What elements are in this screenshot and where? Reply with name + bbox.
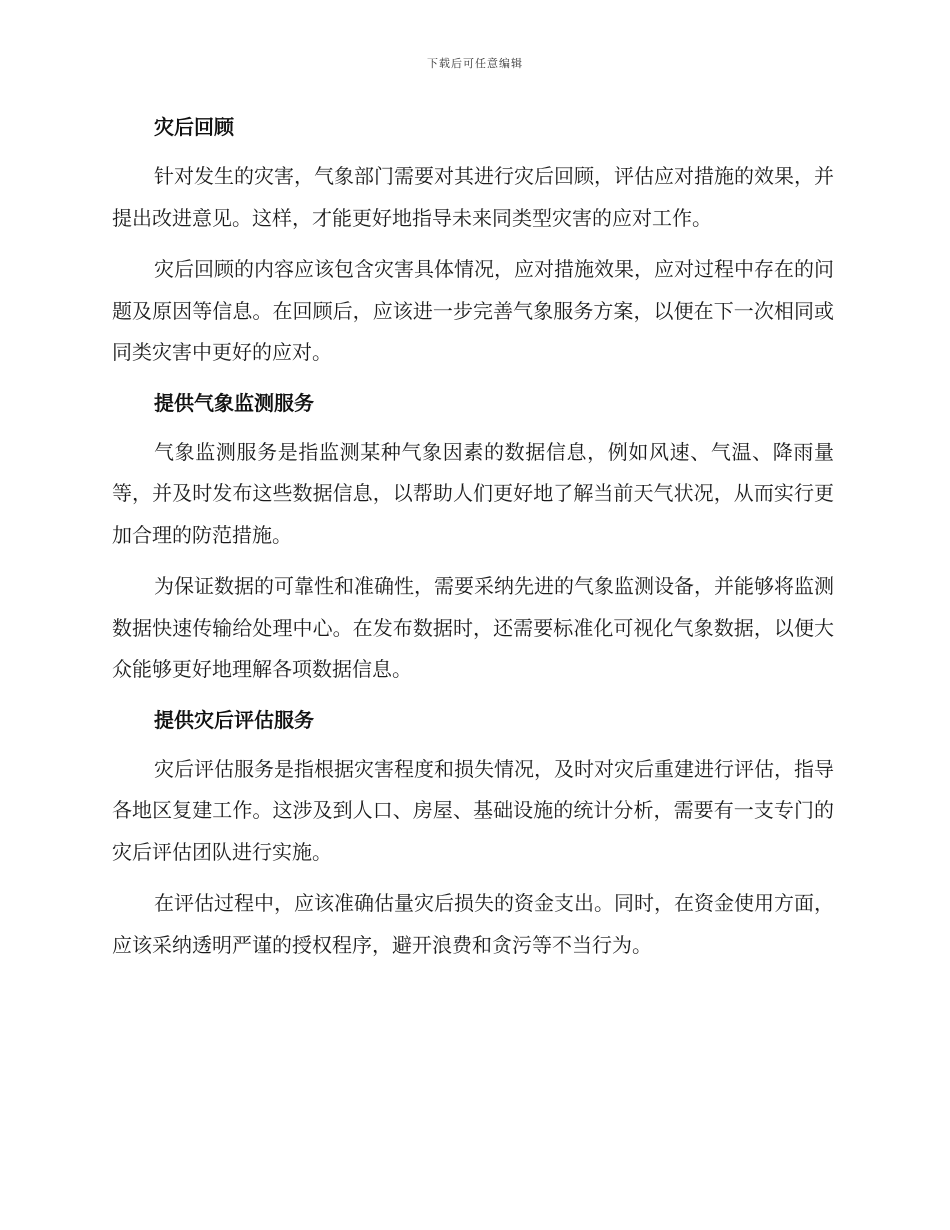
paragraph: 为保证数据的可靠性和准确性，需要采纳先进的气象监测设备，并能够将监测数据快速传输给处理中心。在发布数据时，还需要标准化可视化气象数据，以便大众能够更好地理解各项数据信息。: [112, 574, 834, 681]
section-weather-monitoring: [112, 384, 834, 691]
paragraph: 灾后回顾的内容应该包含灾害具体情况，应对措施效果，应对过程中存在的问题及原因等信息。在回顾后，应该进一步完善气象服务方案，以便在下一次相同或同类灾害中更好的应对。: [112, 257, 834, 364]
document-body: [112, 108, 834, 976]
section-heading: 灾后回顾: [154, 115, 234, 139]
paragraph: 在评估过程中，应该准确估量灾后损失的资金支出。同时，在资金使用方面，应该采纳透明严谨的授权程序，避开浪费和贪污等不当行为。: [112, 891, 834, 957]
section-post-disaster-review: [112, 108, 834, 374]
section-post-disaster-assessment: [112, 701, 834, 967]
paragraph: 气象监测服务是指监测某种气象因素的数据信息，例如风速、气温、降雨量等，并及时发布这些数据信息，以帮助人们更好地了解当前天气状况，从而实行更加合理的防范措施。: [112, 439, 834, 547]
header-note: 下载后可任意编辑: [427, 57, 523, 70]
paragraph: 针对发生的灾害，气象部门需要对其进行灾后回顾，评估应对措施的效果，并提出改进意见。这样，才能更好地指导未来同类型灾害的应对工作。: [112, 164, 834, 230]
section-heading: 提供气象监测服务: [154, 390, 314, 415]
section-heading: 提供灾后评估服务: [154, 707, 314, 732]
paragraph: 灾后评估服务是指根据灾害程度和损失情况，及时对灾后重建进行评估，指导各地区复建工作。这涉及到人口、房屋、基础设施的统计分析，需要有一支专门的灾后评估团队进行实施。: [112, 756, 834, 864]
